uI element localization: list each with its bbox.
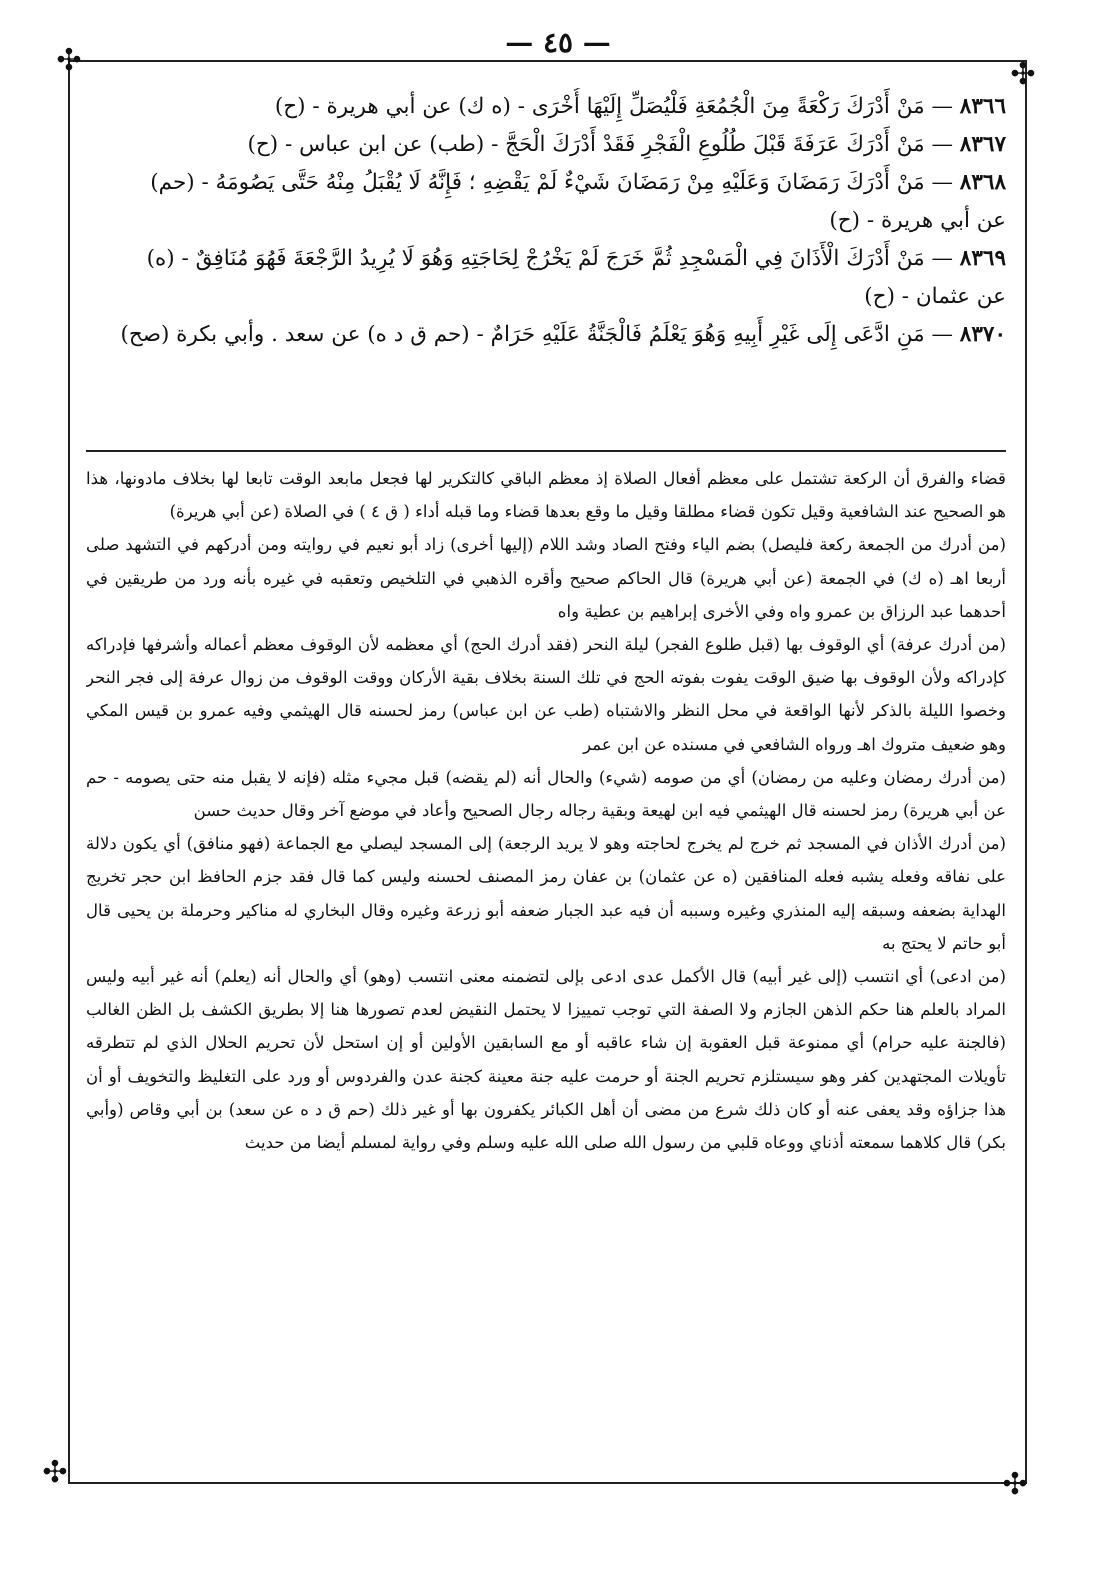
commentary-paragraph: (من أدرك رمضان وعليه من رمضان) أي من صومه (شيء) والحال أنه (لم يقضه) قبل مجيء مثله (فإنه لا يقبل منه حتى يصومه - حم عن أبي هريرة) رمز لحسنه قال الهيثمي فيه ابن لهيعة وبقية رجاله رجال الصحيح وأعاد في موضع آخر وقال حديث حسن <box>86 767 1006 821</box>
commentary-section <box>86 462 1006 1462</box>
section-divider <box>86 450 1006 452</box>
hadith-entry <box>86 316 1006 354</box>
commentary-paragraph: (من أدرك عرفة) أي الوقوف بها (قبل طلوع الفجر) ليلة النحر (فقد أدرك الحج) أي معظمه لأن الوقوف معظم أعماله وأشرفها فإدراكه كإدراكه ولأن الوقوف بها ضيق الوقت يفوت بفوته الحج في تلك السنة بخلاف بقية الأركان ووقت الوقوف من زوال عرفة إلى فجر النحر وخصوا الليلة بالذكر لأنها الواقعة في محل النظر والاشتباه (طب عن ابن عباس) رمز لحسنه قال الهيثمي وفيه عمرو بن قيس المكي وهو ضعيف متروك اهـ ورواه الشافعي في مسنده عن ابن عمر <box>86 635 1006 754</box>
hadith-entry <box>86 126 1006 164</box>
commentary-paragraph: (من أدرك من الجمعة ركعة فليصل) بضم الياء وفتح الصاد وشد اللام (إليها أخرى) زاد أبو نعيم في روايته ومن أدركهم في التشهد صلى أربعا اهـ (ه ك) في الجمعة (عن أبي هريرة) قال الحاكم صحيح وأقره الذهبي في التلخيص وتعقبه في غيره بأنه ورد من طريقين في أحدهما عبد الرزاق بن عمرو واه وفي الأخرى إبراهيم بن عطية واه <box>86 535 1006 621</box>
hadith-entry <box>86 240 1006 278</box>
hadith-text: — مَنِ ادَّعَى إِلَى غَيْرِ أَبِيهِ وَهُوَ يَعْلَمُ فَالْجَنَّةُ عَلَيْهِ حَرَامٌ - (حم ق د ه) عن سعد . وأبي بكرة (صح) <box>120 322 953 347</box>
commentary-paragraph: (من أدرك الأذان في المسجد ثم خرج لم يخرج لحاجته وهو لا يريد الرجعة) إلى المسجد ليصلي مع الجماعة (فهو منافق) أي يكون دلالة على نفاقه وفعله يشبه فعله المنافقين (ه عن عثمان) بن عفان رمز المصنف لحسنه وليس كما قال فقد جزم الحافظ ابن حجر تخريج الهداية بضعفه وسبقه إليه المنذري وغيره وسببه أن فيه عبد الجبار ضعفه أبو زرعة وغيره وقال البخاري له مناكير وحرملة بن يحيى قال أبو حاتم لا يحتج به <box>86 834 1006 953</box>
hadith-source: عن أبي هريرة - (ح) <box>829 208 1006 233</box>
corner-ornament-icon: ✣ <box>1002 1467 1028 1502</box>
commentary-paragraph: قضاء والفرق أن الركعة تشتمل على معظم أفعال الصلاة إذ معظم الباقي كالتكرير لها فجعل مابعد الوقت تابعا لها بخلاف مادونها، هذا هو الصحيح عند الشافعية وقيل تكون قضاء مطلقا وقيل ما وقع بعدها قضاء وما قبله أداء ( ق ٤ ) في الصلاة (عن أبي هريرة) <box>86 469 1006 522</box>
hadith-entry <box>86 164 1006 202</box>
commentary-paragraph: (من ادعى) أي انتسب (إلى غير أبيه) قال الأكمل عدى ادعى بإلى لتضمنه معنى انتسب (وهو) أي والحال أنه (يعلم) أنه غير أبيه وليس المراد بالعلم هنا حكم الذهن الجازم ولا الصفة التي توجب تمييزا لا يحتمل النقيض لعدم تصورها هنا إلا بطريق الكشف بل الظن الغالب (فالجنة عليه حرام) أي ممنوعة قبل العقوبة إن شاء عاقبه أو مع السابقين الأولين أو إن استحل لأن تحريم الحلال الذي لم تتطرقه تأويلات المجتهدين كفر وهو سيستلزم تحريم الجنة أو حرمت عليه جنة معينة كجنة عدن والفردوس أو ورد على التغليظ والتخويف أو أن هذا جزاؤه وقد يعفى عنه أو كان ذلك شرع من مضى أن أهل الكبائر يكفرون بها أو غير ذلك (حم ق د ه عن سعد) بن أبي وقاص (وأبي بكر) قال كلاهما سمعته أذناي ووعاه قلبي من رسول الله صلى الله عليه وسلم وفي رواية لمسلم أيضا من حديث <box>86 967 1006 1153</box>
hadith-number: ٨٣٦٦ <box>959 94 1006 119</box>
hadith-number: ٨٣٦٧ <box>959 132 1006 157</box>
hadith-number: ٨٣٦٩ <box>959 246 1006 271</box>
page-number: — ٤٥ — <box>505 26 611 59</box>
hadith-number: ٨٣٦٨ <box>959 170 1006 195</box>
hadith-entry <box>86 88 1006 126</box>
hadith-section <box>86 88 1006 354</box>
hadith-number: ٨٣٧٠ <box>959 322 1006 347</box>
corner-ornament-icon: ✣ <box>1010 57 1036 92</box>
hadith-text: — مَنْ أَدْرَكَ الْأَذَانَ فِي الْمَسْجِدِ ثُمَّ خَرَجَ لَمْ يَخْرُجْ لِحَاجَتِهِ وَهُوَ لَا يُرِيدُ الرَّجْعَةَ فَهُوَ مُنَافِقٌ - (ه) <box>146 246 953 271</box>
hadith-text: — مَنْ أَدْرَكَ رَكْعَةً مِنَ الْجُمُعَةِ فَلْيُصَلِّ إِلَيْهَا أُخْرَى - (ه ك) عن أبي هريرة - (ح) <box>274 94 953 119</box>
corner-ornament-icon: ✣ <box>56 43 82 78</box>
hadith-source: عن عثمان - (ح) <box>864 284 1006 309</box>
hadith-text: — مَنْ أَدْرَكَ عَرَفَةَ قَبْلَ طُلُوعِ الْفَجْرِ فَقَدْ أَدْرَكَ الْحَجَّ - (طب) عن ابن عباس - (ح) <box>247 132 953 157</box>
corner-ornament-icon: ✣ <box>42 1455 68 1490</box>
hadith-text: — مَنْ أَدْرَكَ رَمَضَانَ وَعَلَيْهِ مِنْ رَمَضَانَ شَيْءٌ لَمْ يَقْضِهِ ؛ فَإِنَّهُ لَا يُقْبَلُ مِنْهُ حَتَّى يَصُومَهُ - (حم) <box>150 170 953 195</box>
